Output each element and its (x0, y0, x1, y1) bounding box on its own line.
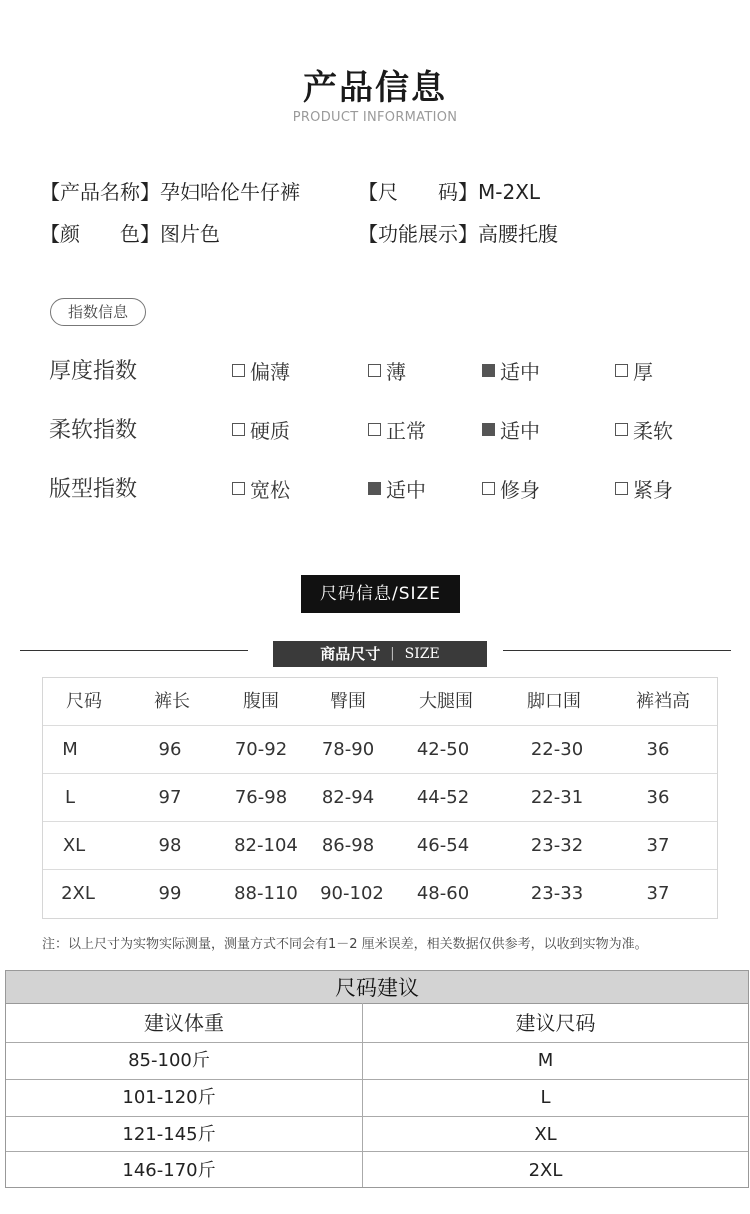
table-header-cell: 臀围 (330, 691, 366, 712)
checkbox-icon (232, 423, 245, 436)
table-header-cell: 脚口围 (527, 691, 581, 712)
table-cell: 22-31 (530, 787, 584, 808)
index-option: 柔软 (615, 415, 673, 444)
table-cell: L (64, 787, 76, 808)
table-cell: 22-30 (530, 739, 584, 760)
index-option: 厚 (615, 356, 653, 385)
product-name-value: 孕妇哈伦牛仔裤 (160, 180, 300, 204)
table-cell: 85-100斤 (128, 1050, 210, 1071)
table-cell: 2XL (61, 883, 95, 904)
product-function-label: 【功能展示】 (358, 222, 478, 246)
index-option-selected: 适中 (482, 356, 540, 385)
checkbox-icon (368, 423, 381, 436)
table-header-row (6, 1004, 748, 1043)
table-cell: 46-54 (416, 835, 470, 856)
table-cell: M (62, 739, 78, 760)
divider-line-right (503, 650, 731, 651)
recommendation-title: 尺码建议 (6, 971, 748, 1004)
product-color-label: 【颜 色】 (40, 222, 160, 246)
table-header-row (43, 678, 717, 726)
table-cell: 88-110 (234, 883, 298, 904)
table-cell: 42-50 (416, 739, 470, 760)
product-color-field (40, 218, 220, 247)
table-cell: 36 (646, 787, 670, 808)
table-cell: XL (62, 835, 86, 856)
checkbox-icon (232, 482, 245, 495)
table-header-cell: 裤长 (154, 691, 190, 712)
tag-label-en: SIZE (404, 646, 440, 662)
index-option-selected: 适中 (368, 474, 426, 503)
table-cell: 36 (646, 739, 670, 760)
table-cell: 37 (646, 883, 670, 904)
table-row (43, 774, 717, 822)
checkbox-icon (232, 364, 245, 377)
table-cell: 44-52 (416, 787, 470, 808)
size-table (42, 677, 718, 919)
table-cell: 96 (158, 739, 182, 760)
table-cell: 99 (158, 883, 182, 904)
table-cell: 101-120斤 (122, 1087, 216, 1108)
table-row (43, 822, 717, 870)
product-size-label: 【尺 码】 (358, 180, 478, 204)
checkbox-icon (615, 482, 628, 495)
size-info-banner: 尺码信息/SIZE (301, 575, 460, 613)
index-row-label: 厚度指数 (49, 359, 138, 384)
checkbox-icon (368, 364, 381, 377)
index-option: 宽松 (232, 474, 290, 503)
index-option: 修身 (482, 474, 540, 503)
table-cell: L (540, 1087, 551, 1108)
table-cell: 37 (646, 835, 670, 856)
index-option: 紧身 (615, 474, 673, 503)
table-header-cell: 腹围 (243, 691, 279, 712)
checkbox-checked-icon (368, 482, 381, 495)
checkbox-checked-icon (482, 423, 495, 436)
index-option: 偏薄 (232, 356, 290, 385)
index-info-badge: 指数信息 (50, 298, 146, 326)
table-cell: 82-104 (234, 835, 298, 856)
size-note: 注：以上尺寸为实物实际测量，测量方式不同会有1－2 厘米误差，相关数据仅供参考，以收到实物为准。 (42, 937, 648, 952)
product-function-field (358, 218, 558, 247)
checkbox-icon (482, 482, 495, 495)
checkbox-checked-icon (482, 364, 495, 377)
table-cell: 76-98 (234, 787, 288, 808)
table-cell: 2XL (528, 1160, 563, 1181)
checkbox-icon (615, 364, 628, 377)
table-row (43, 726, 717, 774)
index-option: 正常 (368, 415, 426, 444)
table-row (6, 1117, 748, 1152)
table-cell: 86-98 (321, 835, 375, 856)
table-row (6, 1152, 748, 1187)
index-option-selected: 适中 (482, 415, 540, 444)
table-cell: M (537, 1050, 554, 1071)
table-header-cell: 建议体重 (144, 1011, 224, 1035)
page-subtitle: PRODUCT INFORMATION (292, 110, 458, 125)
product-function-value: 高腰托腹 (478, 222, 558, 246)
tag-separator: | (390, 646, 395, 661)
table-header-cell: 裤裆高 (636, 691, 690, 712)
table-cell: 97 (158, 787, 182, 808)
page-title: 产品信息 (303, 68, 447, 108)
table-header-cell: 尺码 (66, 691, 102, 712)
product-size-tag (273, 641, 487, 667)
divider-line-left (20, 650, 248, 651)
product-size-value: M-2XL (478, 180, 541, 204)
index-row-label: 版型指数 (49, 477, 138, 502)
table-header-cell: 建议尺码 (515, 1011, 596, 1035)
table-cell: XL (534, 1124, 557, 1145)
table-row (43, 870, 717, 917)
table-header-cell: 大腿围 (419, 691, 473, 712)
table-cell: 98 (158, 835, 182, 856)
product-name-field (40, 176, 300, 205)
tag-label-cn: 商品尺寸 (320, 645, 381, 663)
table-row (6, 1080, 748, 1117)
table-cell: 78-90 (321, 739, 375, 760)
table-row (6, 1043, 748, 1080)
table-cell: 23-33 (530, 883, 584, 904)
table-cell: 82-94 (321, 787, 375, 808)
table-cell: 48-60 (416, 883, 470, 904)
table-cell: 23-32 (530, 835, 584, 856)
table-cell: 70-92 (234, 739, 288, 760)
table-cell: 146-170斤 (122, 1160, 216, 1181)
table-cell: 121-145斤 (122, 1124, 216, 1145)
product-color-value: 图片色 (160, 222, 220, 246)
checkbox-icon (615, 423, 628, 436)
index-row-label: 柔软指数 (49, 418, 138, 443)
product-size-field (358, 176, 540, 205)
size-recommendation-table (5, 970, 749, 1188)
index-option: 硬质 (232, 415, 290, 444)
index-option: 薄 (368, 356, 406, 385)
table-cell: 90-102 (320, 883, 384, 904)
product-name-label: 【产品名称】 (40, 180, 160, 204)
